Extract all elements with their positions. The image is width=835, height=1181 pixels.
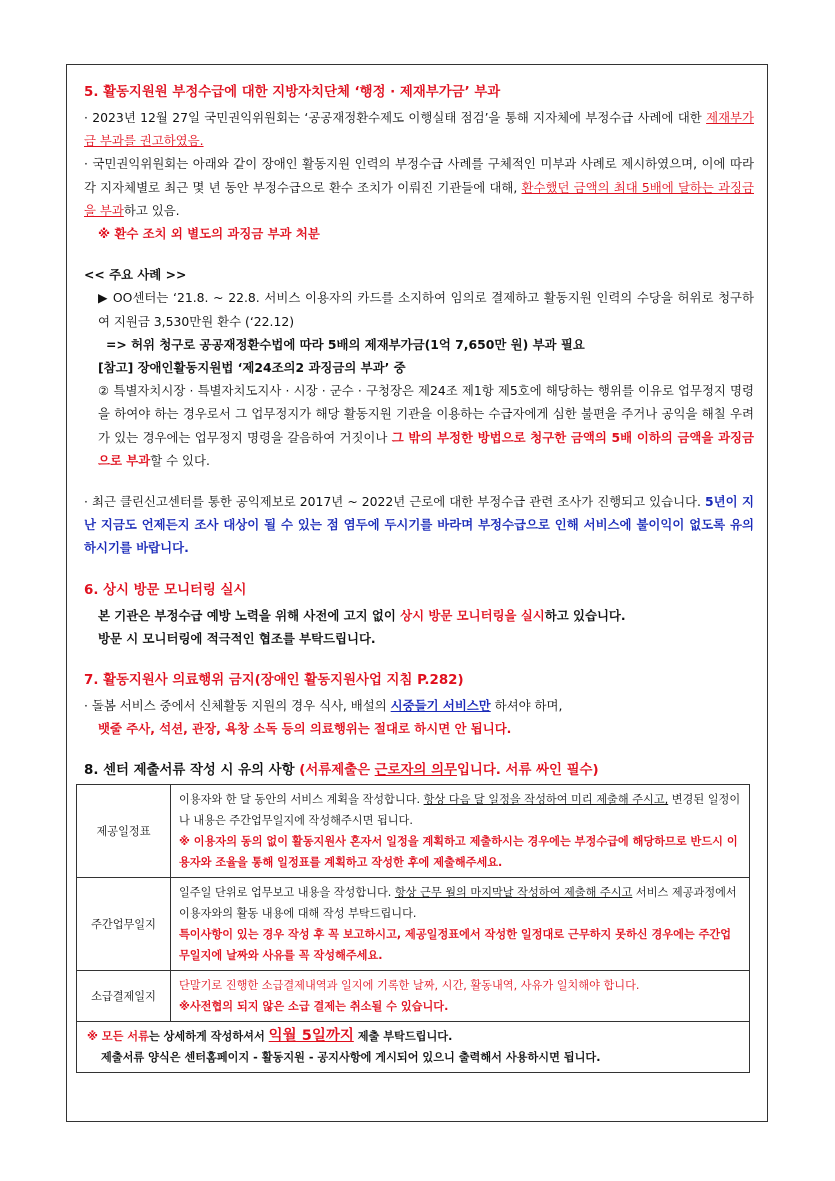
section5-p2-text: · 국민권익위원회는 아래와 같이 장애인 활동지원 인력의 부정수급 사례를 구체적인 미부과 사례로 제시하였으며, 이에 따라 각 지자체별로 최근 몇 년 동안 부정수급으로 환수 조치가 이뤄진 기관들에 대해,: [84, 156, 754, 195]
footer-end: 제출 부탁드립니다.: [353, 1030, 453, 1044]
section5-paragraph-3: [84, 490, 754, 560]
case-1: ▶ OO센터는 ‘21.8. ~ 22.8. 서비스 이용자의 카드를 소지하여 임의로 결제하고 활동지원 인력의 수당을 허위로 청구하여 지원금 3,530만원 환수 (‘22.12): [98, 290, 754, 329]
row-label: 소급결제일지: [77, 971, 171, 1022]
section5-p3-text: · 최근 클린신고센터를 통한 공익제보로 2017년 ~ 2022년 근로에 대한 부정수급 관련 조사가 진행되고 있습니다.: [84, 494, 706, 510]
section5-p1-text: · 2023년 12월 27일 국민권익위원회는 ‘공공재정환수제도 이행실태 점검’을 통해 지자체에 부정수급 사례에 대한: [84, 110, 707, 125]
section5-p2-highlight: 환수했던 금액의 최대 5배에 달하는 과징금을 부과: [84, 179, 754, 218]
arrow-icon: =>: [106, 336, 132, 352]
row-text-b: 변경된 일정이나 내용은 주간업무일지에 작성해주시면 됩니다.: [179, 793, 741, 828]
section8-title-text: 8. 센터 제출서류 작성 시 유의 사항: [84, 763, 300, 779]
table-footer-row: [77, 1022, 750, 1073]
table-row: [77, 785, 750, 878]
table-footer: [77, 1022, 750, 1073]
section6-highlight: 상시 방문 모니터링을 실시: [400, 607, 545, 623]
row-text: [179, 789, 741, 831]
row-note: 특이사항이 있는 경우 작성 후 꼭 보고하시고, 제공일정표에서 작성한 일정대로 근무하지 못하신 경우에는 주간업무일지에 날짜와 사유를 꼭 작성해주세요.: [179, 928, 732, 963]
row-note: ※ 이용자의 동의 없이 활동지원사 혼자서 일정을 계획하고 제출하시는 경우에는 부정수급에 해당하므로 반드시 이용자와 조율을 통해 일정표를 계획하고 작성한 후에 제출해주세요.: [179, 835, 738, 870]
footer-text: 는 상세하게 작성하셔서: [148, 1030, 269, 1044]
section7-line-1-text: · 돌봄 서비스 중에서 신체활동 지원의 경우 식사, 배설의: [84, 698, 391, 714]
reference-highlight: 그 밖의 부정한 방법으로 청구한 금액의 5배 이하의 금액을 과징금으로 부과: [98, 429, 754, 468]
section6-line-1-text: 본 기관은 부정수급 예방 노력을 위해 사전에 고지 없이: [98, 607, 401, 623]
section6-line-1-end: 하고 있습니다.: [544, 607, 626, 623]
section8-title-red-underline: 근로자의 의무: [374, 763, 457, 779]
row-content: [171, 878, 750, 971]
cases-title: << 주요 사례 >>: [84, 267, 187, 283]
section8-title: [84, 758, 754, 784]
case-1-result-text: 허위 청구로 공공재정환수법에 따라 5배의 제재부가금(1억 7,650만 원) 부과 필요: [131, 336, 585, 352]
section6-line-2: 방문 시 모니터링에 적극적인 협조를 부탁드립니다.: [98, 630, 376, 646]
reference-text: [84, 379, 754, 472]
section5-paragraph-2: [84, 152, 754, 222]
row-content: [171, 971, 750, 1022]
table-row: [77, 971, 750, 1022]
section6-line-1: [84, 604, 754, 627]
reference-title: [참고] 장애인활동지원법 ‘제24조의2 과징금의 부과’ 중: [98, 360, 406, 376]
table-row: [77, 878, 750, 971]
section7-highlight: 시중들기 서비스만: [390, 698, 491, 714]
section5-paragraph-1: [84, 106, 754, 152]
footer-line-1: [87, 1026, 739, 1047]
section7-line-1: [84, 694, 754, 717]
row-text-b: 서비스 제공과정에서 이용자와의 활동 내용에 대해 작성 부탁드립니다.: [179, 886, 737, 921]
row-text: 단말기로 진행한 소급결제내역과 일지에 기록한 날짜, 시간, 활동내역, 사유가 일치해야 합니다.: [179, 979, 640, 993]
section5-title: 5. 활동지원원 부정수급에 대한 지방자치단체 ‘행정 · 제재부가금’ 부과: [84, 85, 501, 100]
row-label: 제공일정표: [77, 785, 171, 878]
reference-body: ② 특별자치시장 · 특별자치도지사 · 시장 · 군수 · 구청장은 제24조 제1항 제5호에 해당하는 행위를 이유로 업무정지 명령을 하여야 하는 경우로서 그 업무정지가 해당 활동지원 기관을 이용하는 수급자에게 심한 불편을 주거나 공익을 해칠 우려가 있는 경우에는 업무정지 명령을 갈음하여 거짓이나: [98, 383, 754, 445]
section5-p1-highlight: 제재부가금 부과를 권고하였음.: [84, 110, 754, 149]
row-label: 주간업무일지: [77, 878, 171, 971]
row-text: [179, 882, 741, 924]
row-text-underline: 항상 근무 월의 마지막날 작성하여 제출해 주시고: [394, 886, 633, 900]
row-text-a: 일주일 단위로 업무보고 내용을 작성합니다.: [179, 886, 395, 900]
section8-title-red-b: 입니다. 서류 싸인 필수): [456, 763, 599, 779]
footer-deadline: 익월 5일까지: [268, 1028, 354, 1045]
row-text-underline: 항상 다음 달 일정을 작성하여 미리 제출해 주시고,: [423, 793, 669, 807]
section5-p3-highlight: 5년이 지난 지금도 언제든지 조사 대상이 될 수 있는 점 염두에 두시기를 바라며 부정수급으로 인해 서비스에 불이익이 없도록 유의하시기를 바랍니다.: [84, 494, 754, 556]
document-body: [84, 80, 754, 1073]
section7-title: 7. 활동지원사 의료행위 금지(장애인 활동지원사업 지침 P.282): [84, 673, 464, 689]
footer-line-2: 제출서류 양식은 센터홈페이지 - 활동지원 - 공지사항에 게시되어 있으니 출력해서 사용하시면 됩니다.: [101, 1051, 601, 1065]
section5-p2-end: 하고 있음.: [123, 202, 180, 218]
case-1-result: [84, 333, 754, 356]
documents-table: [76, 784, 750, 1073]
row-content: [171, 785, 750, 878]
section7-line-1-end: 하셔야 하며,: [490, 698, 563, 714]
footer-all-docs: ※ 모든 서류: [87, 1030, 149, 1044]
row-text-a: 이용자와 한 달 동안의 서비스 계획을 작성합니다.: [179, 793, 424, 807]
reference-end: 할 수 있다.: [150, 452, 210, 468]
section8-title-red-a: (서류제출은: [299, 763, 375, 779]
section7-line-2: 뱃줄 주사, 석션, 관장, 욕창 소독 등의 의료행위는 절대로 하시면 안 됩니다.: [98, 721, 512, 737]
section6-title: 6. 상시 방문 모니터링 실시: [84, 582, 247, 598]
row-note: ※사전협의 되지 않은 소급 결제는 취소될 수 있습니다.: [179, 1000, 449, 1014]
section5-note: ※ 환수 조치 외 별도의 과징금 부과 처분: [98, 226, 320, 242]
